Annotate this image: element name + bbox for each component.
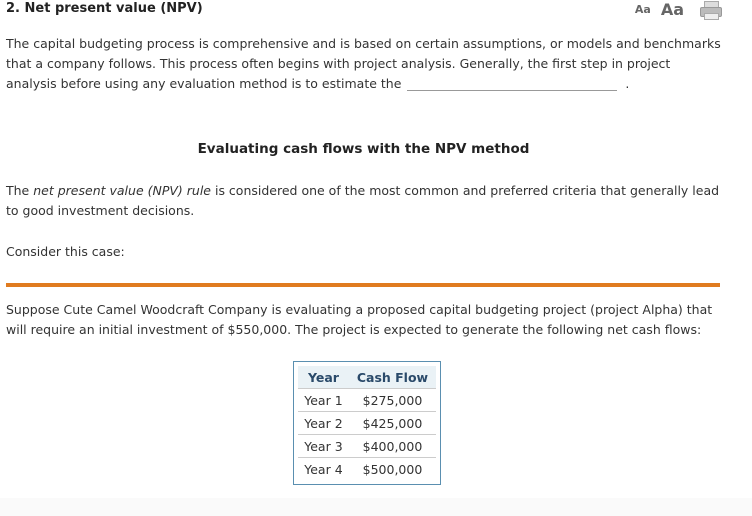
answer-blank-dropdown[interactable] [407,76,617,91]
year-cell: Year 4 [304,461,343,477]
section-divider [6,283,720,287]
year-cell: Year 1 [298,389,349,412]
cash-flow-cell: $500,000 [362,461,423,477]
intro-paragraph [6,34,721,94]
year-cell: Year 3 [298,435,349,458]
table-row [298,412,436,435]
intro-period: . [625,76,630,91]
npv-rule-emphasis: net present value (NPV) rule [33,183,211,198]
cash-flow-cell: $425,000 [349,412,436,435]
npv-rule-text-before: The [6,183,34,198]
increase-font-button[interactable]: Aa [660,0,684,19]
case-paragraph: Suppose Cute Camel Woodcraft Company is evaluating a proposed capital budgeting project (project Alpha) that will require an initial investment of $550,000. The project is expected to generate the following net cash flows: [6,302,713,337]
year-cell: Year 2 [298,412,349,435]
question-title: 2. Net present value (NPV) [6,1,203,16]
print-icon[interactable] [700,1,722,19]
decrease-font-button[interactable]: Aa [634,3,651,16]
table-row [298,458,436,481]
table-row [298,389,436,412]
cash-flow-cell: $400,000 [349,435,436,458]
column-header-cash-flow: Cash Flow [349,366,436,389]
section-title: Evaluating cash flows with the NPV method [197,141,530,157]
table-row [298,435,436,458]
column-header-year: Year [298,366,349,389]
toolbar [635,0,722,19]
bottom-band [0,498,752,516]
npv-rule-text-after: is considered one of the most common and preferred criteria that generally lead to good investment decisions. [6,183,720,218]
consider-text: Consider this case: [6,244,125,259]
cash-flow-cell: $275,000 [349,389,436,412]
cash-flow-table [293,361,441,485]
intro-text: The capital budgeting process is comprehensive and is based on certain assumptions, or models and benchmarks that a company follows. This process often begins with project analysis. Generally, the first step in project analysis before using any evaluation method is to estimate the [6,36,721,91]
npv-rule-paragraph [6,181,721,221]
